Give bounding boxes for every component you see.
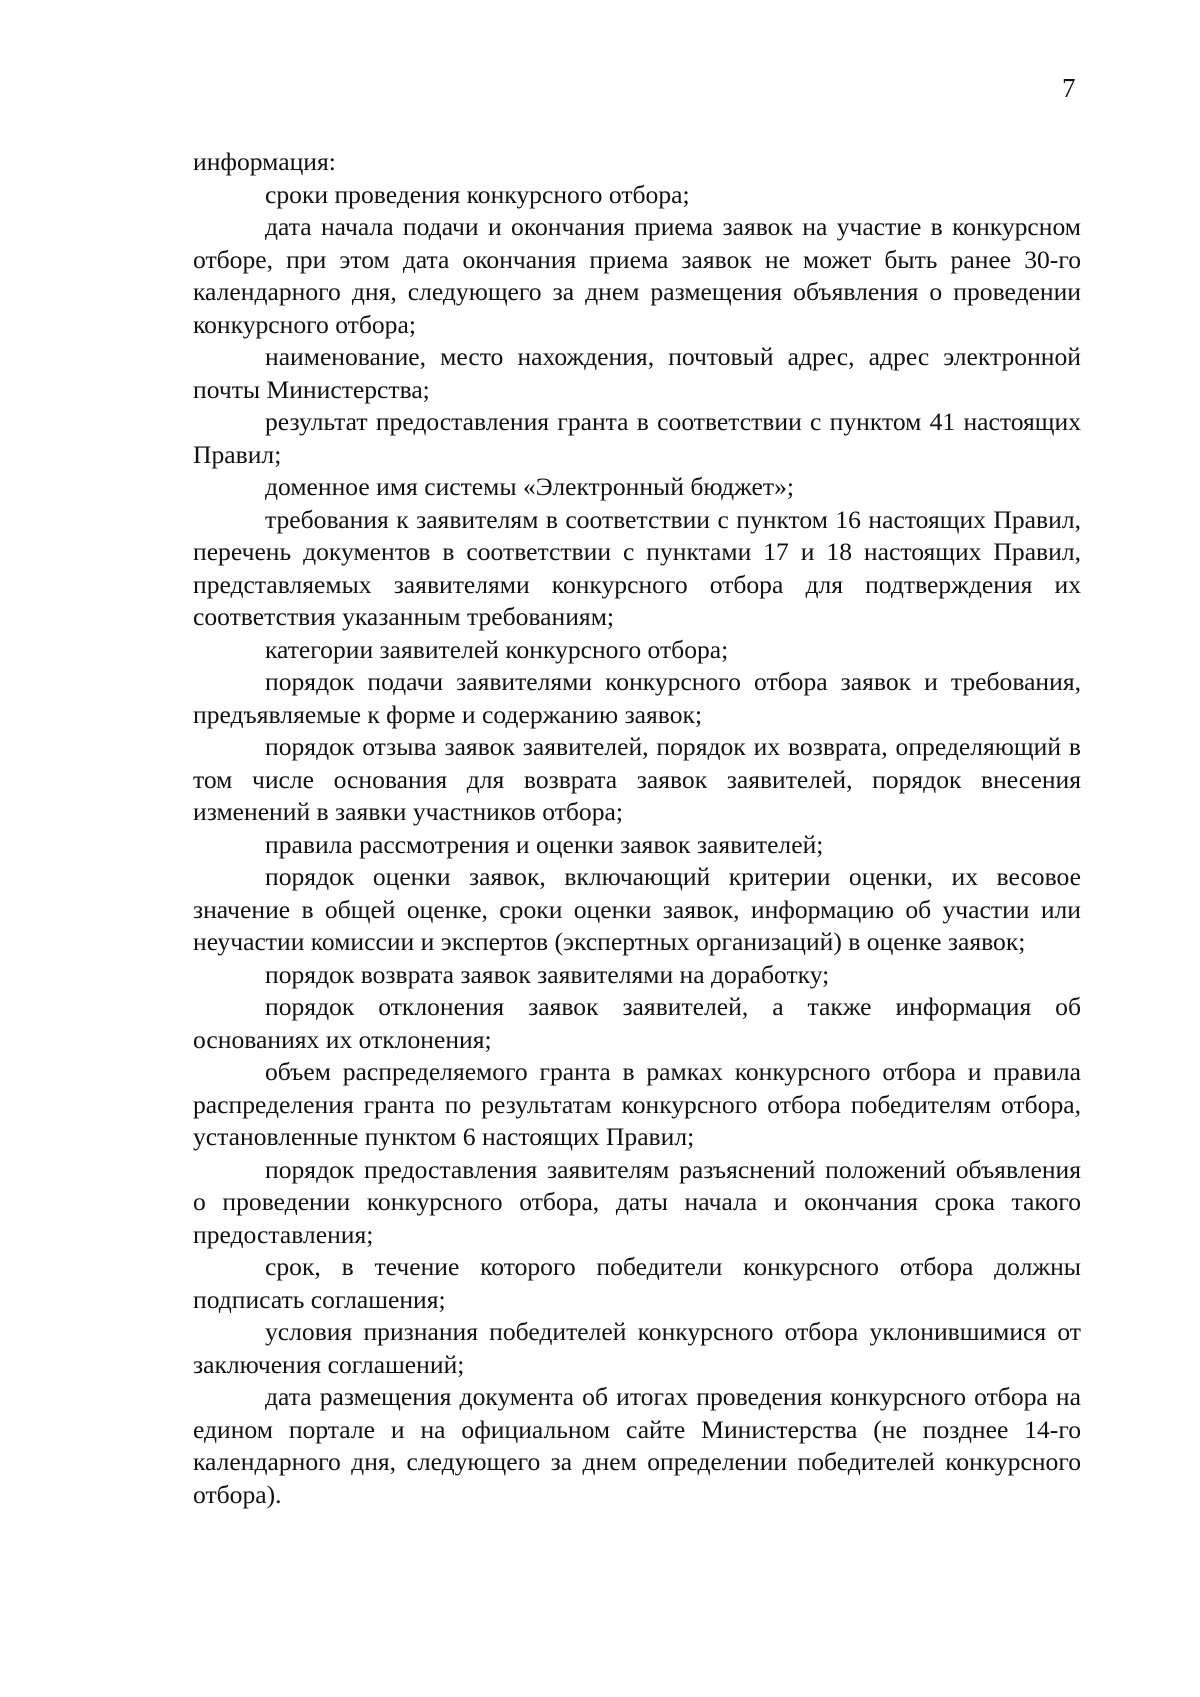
list-item: объем распределяемого гранта в рамках конкурсного отбора и правила распределения гранта по результатам конкурсного отбора победителям отбора, установленные пунктом 6 настоящих Правил; xyxy=(193,1057,1081,1151)
list-item: правила рассмотрения и оценки заявок заявителей; xyxy=(265,829,824,859)
list-item: порядок отзыва заявок заявителей, порядок их возврата, определяющий в том числе основания для возврата заявок заявителей, порядок внесения изменений в заявки участников отбора; xyxy=(193,732,1081,826)
list-item: порядок отклонения заявок заявителей, а также информация об основаниях их отклонения; xyxy=(193,992,1081,1054)
list-item: категории заявителей конкурсного отбора; xyxy=(265,634,729,664)
list-item: порядок подачи заявителями конкурсного отбора заявок и требования, предъявляемые к форме и содержанию заявок; xyxy=(193,667,1081,729)
list-item: условия признания победителей конкурсного отбора уклонившимися от заключения соглашений; xyxy=(193,1317,1081,1379)
list-item: сроки проведения конкурсного отбора; xyxy=(265,179,690,209)
page-number: 7 xyxy=(1062,73,1076,103)
document-body xyxy=(193,146,1081,1511)
list-item: доменное имя системы «Электронный бюджет»; xyxy=(265,472,794,501)
list-item: дата начала подачи и окончания приема заявок на участие в конкурсном отборе, при этом дата окончания приема заявок не может быть ранее 30-го календарного дня, следующего за днем размещения объявления о проведении конкурсного отбора; xyxy=(193,212,1081,339)
list-item: порядок возврата заявок заявителями на доработку; xyxy=(265,959,830,989)
list-item: требования к заявителям в соответствии с пунктом 16 настоящих Правил, перечень документов в соответствии с пунктами 17 и 18 настоящих Правил, представляемых заявителями конкурсного отбора для подтверждения их соответствия указанным требованиям; xyxy=(193,504,1081,631)
list-item: порядок оценки заявок, включающий критерии оценки, их весовое значение в общей оценке, сроки оценки заявок, информацию об участии или неучастии комиссии и экспертов (экспертных организаций) в оценке заявок; xyxy=(193,862,1081,956)
list-item: дата размещения документа об итогах проведения конкурсного отбора на едином портале и на официальном сайте Министерства (не позднее 14-го календарного дня, следующего за днем определении победителей конкурсного отбора). xyxy=(193,1382,1081,1509)
list-item: результат предоставления гранта в соответствии с пунктом 41 настоящих Правил; xyxy=(193,407,1081,469)
paragraph: информация: xyxy=(193,147,336,176)
list-item: срок, в течение которого победители конкурсного отбора должны подписать соглашения; xyxy=(193,1252,1081,1314)
list-item: порядок предоставления заявителям разъяснений положений объявления о проведении конкурсного отбора, даты начала и окончания срока такого предоставления; xyxy=(193,1154,1081,1249)
list-item: наименование, место нахождения, почтовый адрес, адрес электронной почты Министерства; xyxy=(193,342,1081,404)
